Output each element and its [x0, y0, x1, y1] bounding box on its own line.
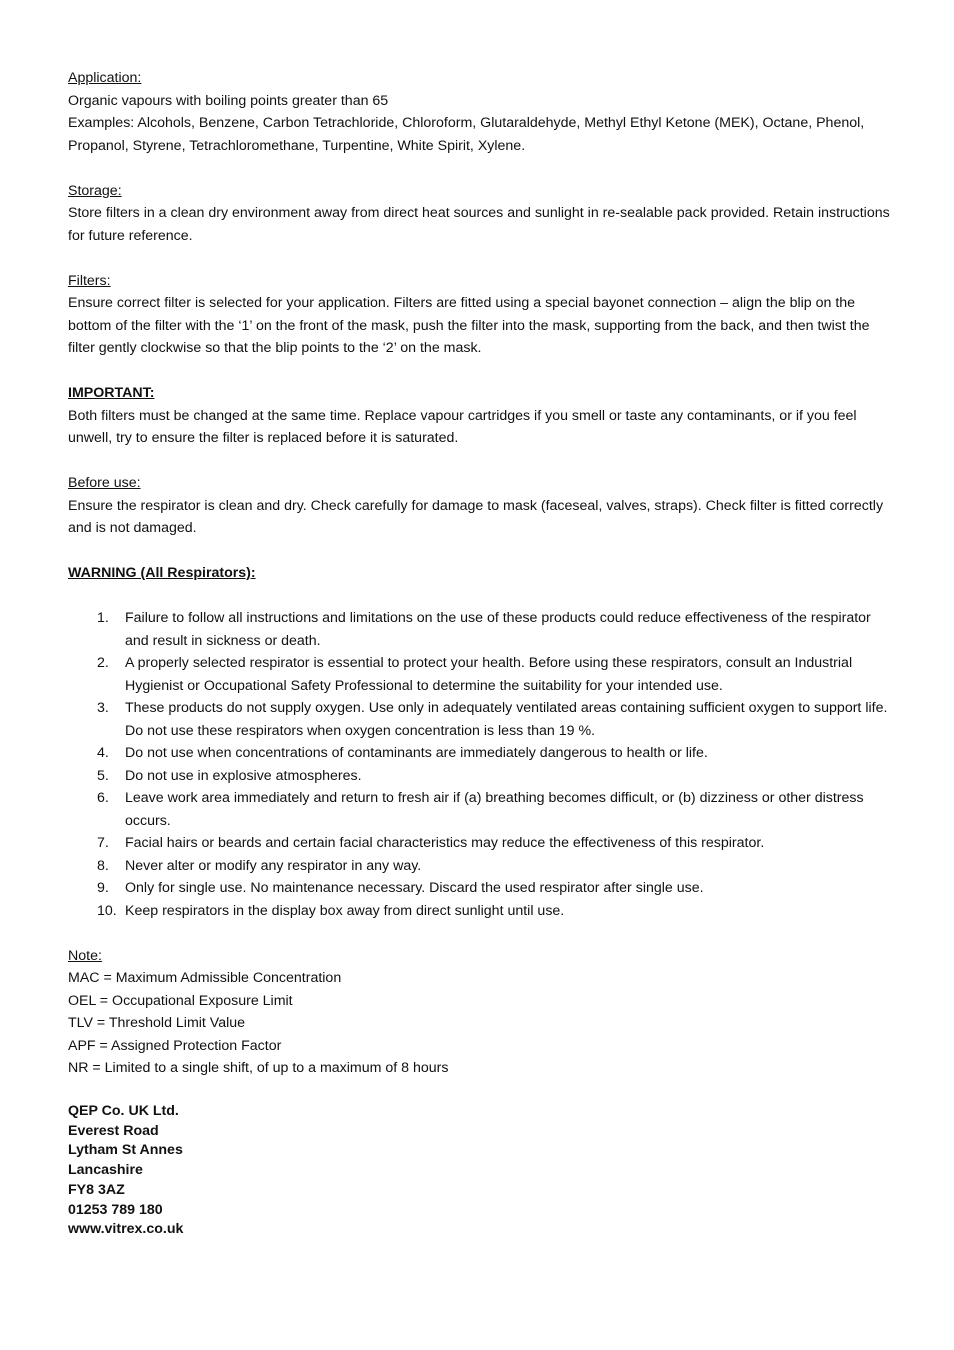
warning-item: [68, 900, 898, 923]
note-line-apf: APF = Assigned Protection Factor: [68, 1037, 282, 1054]
important-heading: IMPORTANT:: [68, 385, 155, 401]
warning-item: [68, 787, 898, 832]
before-use-text: Ensure the respirator is clean and dry. Check carefully for damage to mask (faceseal, valves, straps). Check filter is fitted correctly and is not damaged.: [68, 497, 884, 536]
warning-item-text: A properly selected respirator is essential to protect your health. Before using these respirators, consult an Industrial Hygienist or Occupational Safety Professional to determine the suitability for your intended use.: [125, 655, 853, 694]
filters-section: [68, 270, 898, 360]
filters-text: Ensure correct filter is selected for your application. Filters are fitted using a special bayonet connection – align the blip on the bottom of the filter with the ‘1’ on the front of the mask, push the filter into the mask, supporting from the back, and then twist the filter gently clockwise so that the blip points to the ‘2’ on the mask.: [68, 295, 870, 356]
warning-item-text: Leave work area immediately and return to fresh air if (a) breathing becomes difficult, or (b) dizziness or other distress occurs.: [125, 790, 864, 829]
document-page: [68, 67, 898, 1240]
warning-item-text: Only for single use. No maintenance necessary. Discard the used respirator after single use.: [125, 880, 704, 896]
warning-item-number: 3.: [97, 700, 109, 716]
important-text: Both filters must be changed at the same time. Replace vapour cartridges if you smell or taste any contaminants, or if you feel unwell, try to ensure the filter is replaced before it is saturated.: [68, 407, 857, 446]
storage-heading: Storage:: [68, 182, 122, 199]
warning-item: [68, 652, 898, 697]
warning-item: [68, 742, 898, 765]
application-examples: Examples: Alcohols, Benzene, Carbon Tetrachloride, Chloroform, Glutaraldehyde, Methyl Ethyl Ketone (MEK), Octane, Phenol, Propanol, Styrene, Tetrachloromethane, Turpentine, White Spirit, Xylene.: [68, 115, 865, 154]
warning-item-number: 10.: [97, 902, 117, 919]
warning-item-number: 6.: [97, 790, 109, 806]
warning-item-text: Do not use in explosive atmospheres.: [125, 767, 362, 784]
warning-item: [68, 607, 898, 652]
warning-item-number: 4.: [97, 745, 109, 761]
note-line-nr: NR = Limited to a single shift, of up to a maximum of 8 hours: [68, 1060, 449, 1076]
storage-text: Store filters in a clean dry environment away from direct heat sources and sunlight in re-sealable pack provided. Retain instructions for future reference.: [68, 205, 890, 244]
company-phone: 01253 789 180: [68, 1201, 163, 1218]
company-address: [68, 1102, 898, 1240]
company-website: www.vitrex.co.uk: [68, 1221, 184, 1238]
address-town: Lytham St Annes: [68, 1142, 183, 1159]
storage-section: [68, 180, 898, 248]
warning-item-text: Keep respirators in the display box away from direct sunlight until use.: [125, 902, 565, 919]
application-heading: Application:: [68, 70, 142, 86]
warning-item: [68, 697, 898, 742]
warning-item-number: 2.: [97, 655, 109, 671]
filters-heading: Filters:: [68, 272, 111, 289]
note-line-oel: OEL = Occupational Exposure Limit: [68, 992, 293, 1009]
address-county: Lancashire: [68, 1162, 143, 1179]
company-name: QEP Co. UK Ltd.: [68, 1103, 179, 1119]
warning-item-number: 5.: [97, 767, 109, 784]
important-section: [68, 382, 898, 450]
warning-item: [68, 855, 898, 878]
note-line-mac: MAC = Maximum Admissible Concentration: [68, 970, 342, 986]
warning-list: [68, 607, 898, 922]
before-use-section: [68, 472, 898, 540]
address-street: Everest Road: [68, 1122, 159, 1139]
warning-item-number: 7.: [97, 835, 109, 851]
warning-item: [68, 877, 898, 900]
warning-item-text: Failure to follow all instructions and limitations on the use of these products could reduce effectiveness of the respirator and result in sickness or death.: [125, 610, 871, 649]
warning-heading: WARNING (All Respirators):: [68, 565, 256, 581]
note-heading: Note:: [68, 947, 102, 964]
application-section: [68, 67, 898, 157]
note-line-tlv: TLV = Threshold Limit Value: [68, 1015, 246, 1031]
warning-item-text: Never alter or modify any respirator in any way.: [125, 857, 422, 874]
warning-item-number: 9.: [97, 880, 109, 896]
warning-item-text: Do not use when concentrations of contaminants are immediately dangerous to health or life.: [125, 745, 708, 761]
warning-section: [68, 562, 898, 922]
warning-item: [68, 765, 898, 788]
warning-item-number: 1.: [97, 610, 109, 626]
warning-item-text: These products do not supply oxygen. Use only in adequately ventilated areas containing sufficient oxygen to support life. Do not use these respirators when oxygen concentration is less than 19 %.: [125, 700, 888, 739]
application-boiling-points: Organic vapours with boiling points greater than 65: [68, 92, 389, 109]
warning-item-number: 8.: [97, 857, 109, 874]
note-section: [68, 945, 898, 1080]
before-use-heading: Before use:: [68, 475, 141, 491]
warning-item-text: Facial hairs or beards and certain facial characteristics may reduce the effectiveness of this respirator.: [125, 835, 765, 851]
address-postcode: FY8 3AZ: [68, 1181, 125, 1198]
warning-item: [68, 832, 898, 855]
